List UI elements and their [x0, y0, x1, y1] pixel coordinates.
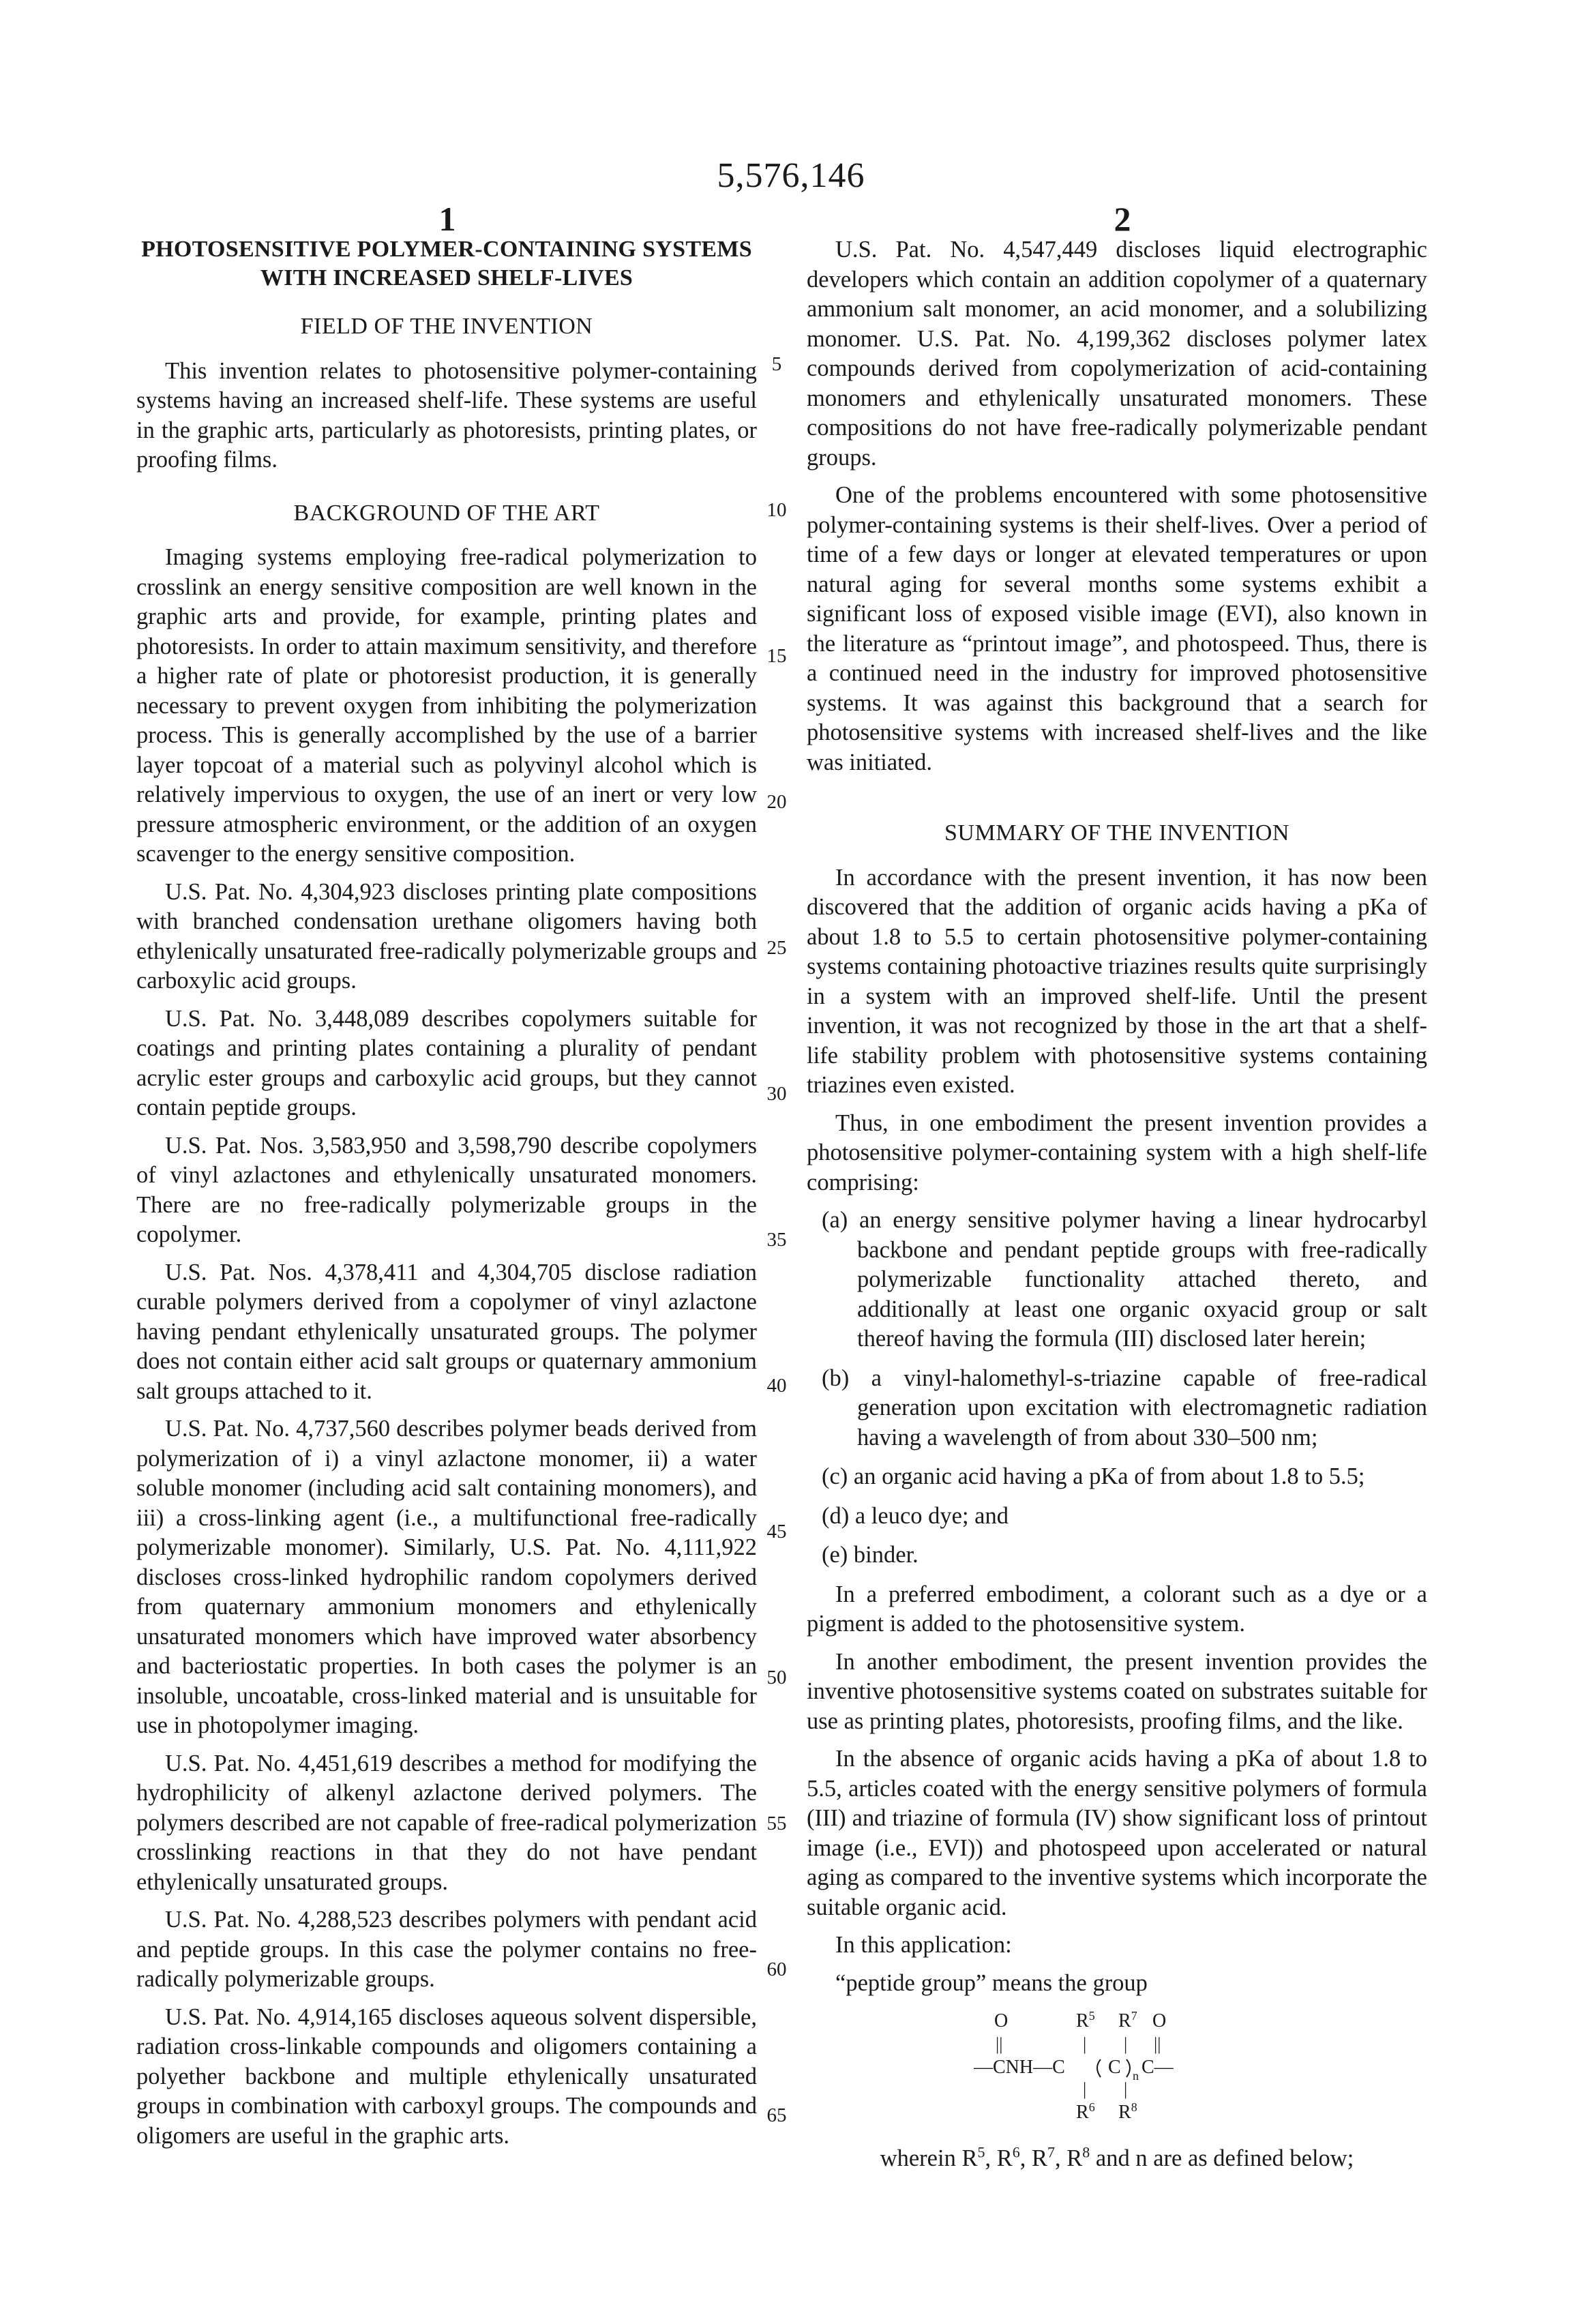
formula-r5: R5 [1076, 2010, 1095, 2031]
document-title: PHOTOSENSITIVE POLYMER-CONTAINING SYSTEMS WITH INCREASED SHELF-LIVES [136, 235, 757, 293]
right-column [807, 235, 1427, 2182]
formula-bond: | [1083, 2034, 1086, 2054]
formula-paren-close [1126, 2059, 1130, 2077]
claim-list-item: (e) binder. [807, 1540, 1427, 1570]
formula-r6: R6 [1076, 2100, 1095, 2123]
line-number: 20 [759, 791, 794, 814]
line-number: 45 [759, 1521, 794, 1543]
formula-paren-open [1097, 2059, 1101, 2077]
background-paragraph: U.S. Pat. No. 4,737,560 describes polymer beads derived from polymerization of i) a vinyl azlactone monomer, ii) a water soluble monomer (including acid salt containing monomers), and iii) a cross-linking agent (i.e., a multifunctional free-radically polymerizable monomer). Similarly, U.S. Pat. No. 4,111,922 discloses cross-linked hydrophilic random copolymers derived from quaternary ammonium monomers and ethylenically unsaturated monomers which have improved water absorbency and bacteriostatic properties. In both cases the polymer is an insoluble, uncoatable, cross-linked material and is unsuitable for use in photopolymer imaging. [136, 1414, 757, 1741]
background-paragraph: U.S. Pat. Nos. 4,378,411 and 4,304,705 disclose radiation curable polymers derived from a copolymer of vinyl azlactone having pendant ethylenically unsaturated groups. The polymer does not contain either acid salt groups or quaternary ammonium salt groups attached to it. [136, 1258, 757, 1407]
claim-list-item: (a) an energy sensitive polymer having a linear hydrocarbyl backbone and pendant peptide groups with free-radically polymerizable functionality attached thereto, and additionally at least one organic oxyacid group or salt thereof having the formula (III) disclosed later herein; [807, 1206, 1427, 1354]
field-paragraph: This invention relates to photosensitive polymer-containing systems having an increased shelf-life. These systems are useful in the graphic arts, particularly as photoresists, printing plates, or proofing films. [136, 357, 757, 475]
body-paragraph: In the absence of organic acids having a pKa of about 1.8 to 5.5, articles coated with the energy sensitive polymers of formula (III) and triazine of formula (IV) show significant loss of printout image (i.e., EVI)) and photospeed upon accelerated or natural aging as compared to the inventive systems which incorporate the suitable organic acid. [807, 1744, 1427, 1922]
line-number: 25 [759, 937, 794, 959]
summary-paragraph: In accordance with the present invention, it has now been discovered that the addition of organic acids having a pKa of about 1.8 to 5.5 to certain photosensitive polymer-containing systems containing photoactive triazines results quite surprisingly in a system with an improved shelf-life. Until the present invention, it was not recognized by those in the art that a shelf-life stability problem with photosensitive systems containing triazines even existed. [807, 863, 1427, 1101]
body-paragraph: In another embodiment, the present invention provides the inventive photosensitive systems coated on substrates suitable for use as printing plates, photoresists, proofing films, and the like. [807, 1648, 1427, 1737]
background-paragraph: U.S. Pat. No. 3,448,089 describes copolymers suitable for coatings and printing plates containing a plurality of pendant acrylic ester groups and carboxylic acid groups, but they cannot contain peptide groups. [136, 1004, 757, 1123]
line-number: 65 [759, 2104, 794, 2127]
right-column-number: 2 [1054, 199, 1191, 239]
line-number: 10 [759, 499, 794, 522]
background-paragraph: Imaging systems employing free-radical polymerization to crosslink an energy sensitive composition are well known in the graphic arts and provide, for example, printing plates and photoresists. In order to attain maximum sensitivity, and therefore a higher rate of plate or photoresist production, it is generally necessary to prevent oxygen from inhibiting the polymerization process. This is generally accomplished by the use of a barrier layer topcoat of a material such as polyvinyl alcohol which is relatively impervious to oxygen, the use of an inert or very low pressure atmospheric environment, or the addition of an oxygen scavenger to the energy sensitive composition. [136, 543, 757, 869]
claim-list-item: (c) an organic acid having a pKa of from about 1.8 to 5.5; [807, 1462, 1427, 1492]
formula-chain-carbon: C [1108, 2057, 1121, 2078]
background-paragraph: U.S. Pat. Nos. 3,583,950 and 3,598,790 describe copolymers of vinyl azlactones and ethylenically unsaturated monomers. There are no free-radically polymerizable groups in the copolymer. [136, 1131, 757, 1250]
claim-list-item: (d) a leuco dye; and [807, 1502, 1427, 1532]
background-heading: BACKGROUND OF THE ART [136, 498, 757, 528]
summary-heading: SUMMARY OF THE INVENTION [807, 818, 1427, 848]
background-paragraph: U.S. Pat. No. 4,914,165 discloses aqueous solvent dispersible, radiation cross-linkable compounds and oligomers containing a polyether backbone and multiple ethylenically unsaturated groups in combination with carboxyl groups. The compounds and oligomers are useful in the graphic arts. [136, 2003, 757, 2151]
claim-list-item: (b) a vinyl-halomethyl-s-triazine capable of free-radical generation upon excitation with electromagnetic radiation having a wavelength of from about 330–500 nm; [807, 1364, 1427, 1453]
formula-subscript-n: n [1133, 2069, 1139, 2083]
patent-number: 5,576,146 [0, 155, 1582, 196]
formula-double-bond: || [996, 2034, 1002, 2054]
summary-paragraph: Thus, in one embodiment the present invention provides a photosensitive polymer-containing system with a high shelf-life comprising: [807, 1109, 1427, 1198]
background-paragraph: U.S. Pat. No. 4,304,923 discloses printing plate compositions with branched condensation urethane oligomers having both ethylenically unsaturated free-radically polymerizable groups and carboxylic acid groups. [136, 878, 757, 996]
line-number: 40 [759, 1375, 794, 1397]
definition-line: “peptide group” means the group [807, 1969, 1427, 1999]
line-number: 60 [759, 1958, 794, 1981]
formula-bond: | [1124, 2034, 1127, 2054]
line-number: 55 [759, 1813, 794, 1835]
line-number: 30 [759, 1083, 794, 1105]
line-number-gutter [759, 0, 800, 2324]
left-column [136, 235, 757, 2159]
background-paragraph: U.S. Pat. No. 4,451,619 describes a method for modifying the hydrophilicity of alkenyl azlactone derived polymers. The polymers described are not capable of free-radical polymerization crosslinking reactions in that they do not have pendant ethylenically unsaturated groups. [136, 1749, 757, 1898]
line-number: 5 [759, 353, 794, 376]
formula-bond: | [1083, 2079, 1086, 2099]
field-heading: FIELD OF THE INVENTION [136, 312, 757, 342]
body-paragraph: U.S. Pat. No. 4,547,449 discloses liquid electrographic developers which contain an addition copolymer of a quaternary ammonium salt monomer, an acid monomer, and a solubilizing monomer. U.S. Pat. No. 4,199,362 discloses polymer latex compounds derived from copolymerization of acid-containing monomers and ethylenically unsaturated monomers. These compositions do not have free-radically polymerizable pendant groups. [807, 235, 1427, 473]
wherein-line: wherein R5, R6, R7, R8 and n are as defined below; [807, 2144, 1427, 2174]
body-paragraph: In a preferred embodiment, a colorant such as a dye or a pigment is added to the photosensitive system. [807, 1580, 1427, 1639]
formula-bond: | [1124, 2079, 1127, 2099]
line-number: 50 [759, 1667, 794, 1689]
formula-oxygen: O [1152, 2010, 1166, 2031]
line-number: 15 [759, 645, 794, 668]
body-paragraph: In this application: [807, 1931, 1427, 1961]
formula-chain-end: C— [1141, 2057, 1174, 2078]
body-paragraph: One of the problems encountered with some photosensitive polymer-containing systems is their shelf-lives. Over a period of time of a few days or longer at elevated temperatures or upon natural aging for several months some systems exhibit a significant loss of exposed visible image (EVI), also known in the literature as “printout image”, and photospeed. Thus, there is a continued need in the industry for improved photosensitive systems. It was against this background that a search for photosensitive systems with increased shelf-lives and the like was initiated. [807, 481, 1427, 777]
formula-double-bond: || [1154, 2034, 1161, 2054]
line-number: 35 [759, 1229, 794, 1251]
formula-oxygen: O [994, 2010, 1008, 2031]
formula-chain-start: —CNH—C [974, 2057, 1065, 2078]
patent-page [0, 0, 1582, 2324]
formula-r7: R7 [1118, 2010, 1137, 2031]
peptide-group-formula [974, 2010, 1260, 2126]
left-column-number: 1 [379, 199, 516, 239]
formula-r8: R8 [1118, 2100, 1137, 2123]
background-paragraph: U.S. Pat. No. 4,288,523 describes polymers with pendant acid and peptide groups. In this case the polymer contains no free-radically polymerizable groups. [136, 1905, 757, 1995]
